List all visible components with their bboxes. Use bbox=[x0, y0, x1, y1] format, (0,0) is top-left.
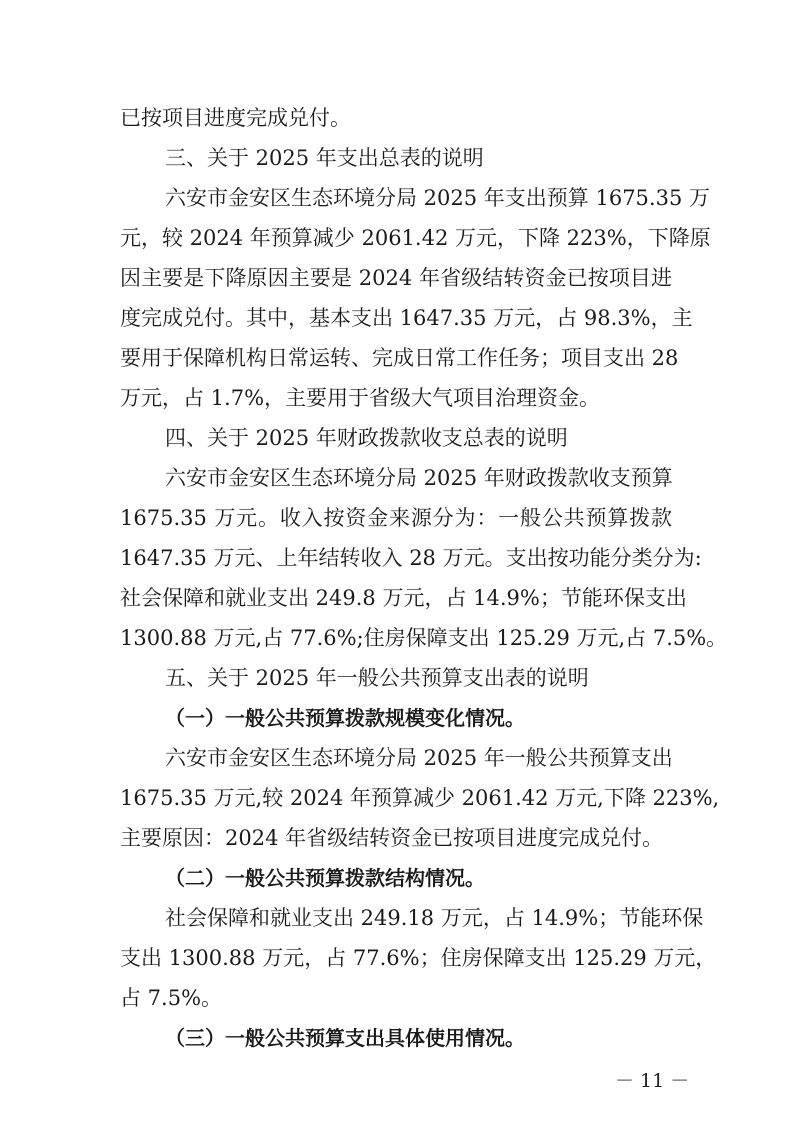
section-heading-5: 五、关于 2025 年一般公共预算支出表的说明 bbox=[165, 666, 589, 690]
paragraph-line: 支出 1300.88 万元，占 77.6%；住房保障支出 125.29 万元， bbox=[120, 946, 717, 970]
paragraph-line: 因主要是下降原因主要是 2024 年省级结转资金已按项目进 bbox=[120, 266, 672, 290]
paragraph-line: 万元，占 1.7%，主要用于省级大气项目治理资金。 bbox=[120, 386, 601, 410]
section-heading-3: 三、关于 2025 年支出总表的说明 bbox=[165, 146, 484, 170]
paragraph-line: 六安市金安区生态环境分局 2025 年支出预算 1675.35 万 bbox=[165, 186, 710, 210]
paragraph-line: 1675.35 万元,较 2024 年预算减少 2061.42 万元,下降 223%, bbox=[120, 786, 720, 810]
paragraph-line: 1675.35 万元。收入按资金来源分为：一般公共预算拨款 bbox=[120, 506, 672, 530]
page-number: － 11 － bbox=[615, 1070, 690, 1092]
paragraph-line: 1647.35 万元、上年结转收入 28 万元。支出按功能分类分为: bbox=[120, 546, 702, 570]
paragraph-line: 社会保障和就业支出 249.8 万元，占 14.9%；节能环保支出 bbox=[120, 586, 687, 610]
paragraph-line: 六安市金安区生态环境分局 2025 年一般公共预算支出 bbox=[165, 746, 673, 770]
section-heading-4: 四、关于 2025 年财政拨款收支总表的说明 bbox=[165, 426, 568, 450]
paragraph-line: 六安市金安区生态环境分局 2025 年财政拨款收支预算 bbox=[165, 466, 673, 490]
subsection-heading-1: （一）一般公共预算拨款规模变化情况。 bbox=[165, 706, 525, 730]
paragraph-line: 要用于保障机构日常运转、完成日常工作任务；项目支出 28 bbox=[120, 346, 679, 370]
paragraph-line: 1300.88 万元,占 77.6%;住房保障支出 125.29 万元,占 7.5%。 bbox=[120, 626, 728, 650]
paragraph-line: 主要原因：2024 年省级结转资金已按项目进度完成兑付。 bbox=[120, 826, 664, 850]
subsection-heading-2: （二）一般公共预算拨款结构情况。 bbox=[165, 866, 485, 890]
paragraph-line: 元，较 2024 年预算减少 2061.42 万元，下降 223%，下降原 bbox=[120, 226, 711, 250]
paragraph-line: 占 7.5%。 bbox=[120, 986, 223, 1010]
subsection-heading-3: （三）一般公共预算支出具体使用情况。 bbox=[165, 1026, 525, 1050]
paragraph-line: 度完成兑付。其中，基本支出 1647.35 万元，占 98.3%，主 bbox=[120, 306, 693, 330]
paragraph-line: 已按项目进度完成兑付。 bbox=[120, 106, 351, 130]
paragraph-line: 社会保障和就业支出 249.18 万元，占 14.9%；节能环保 bbox=[165, 906, 704, 930]
